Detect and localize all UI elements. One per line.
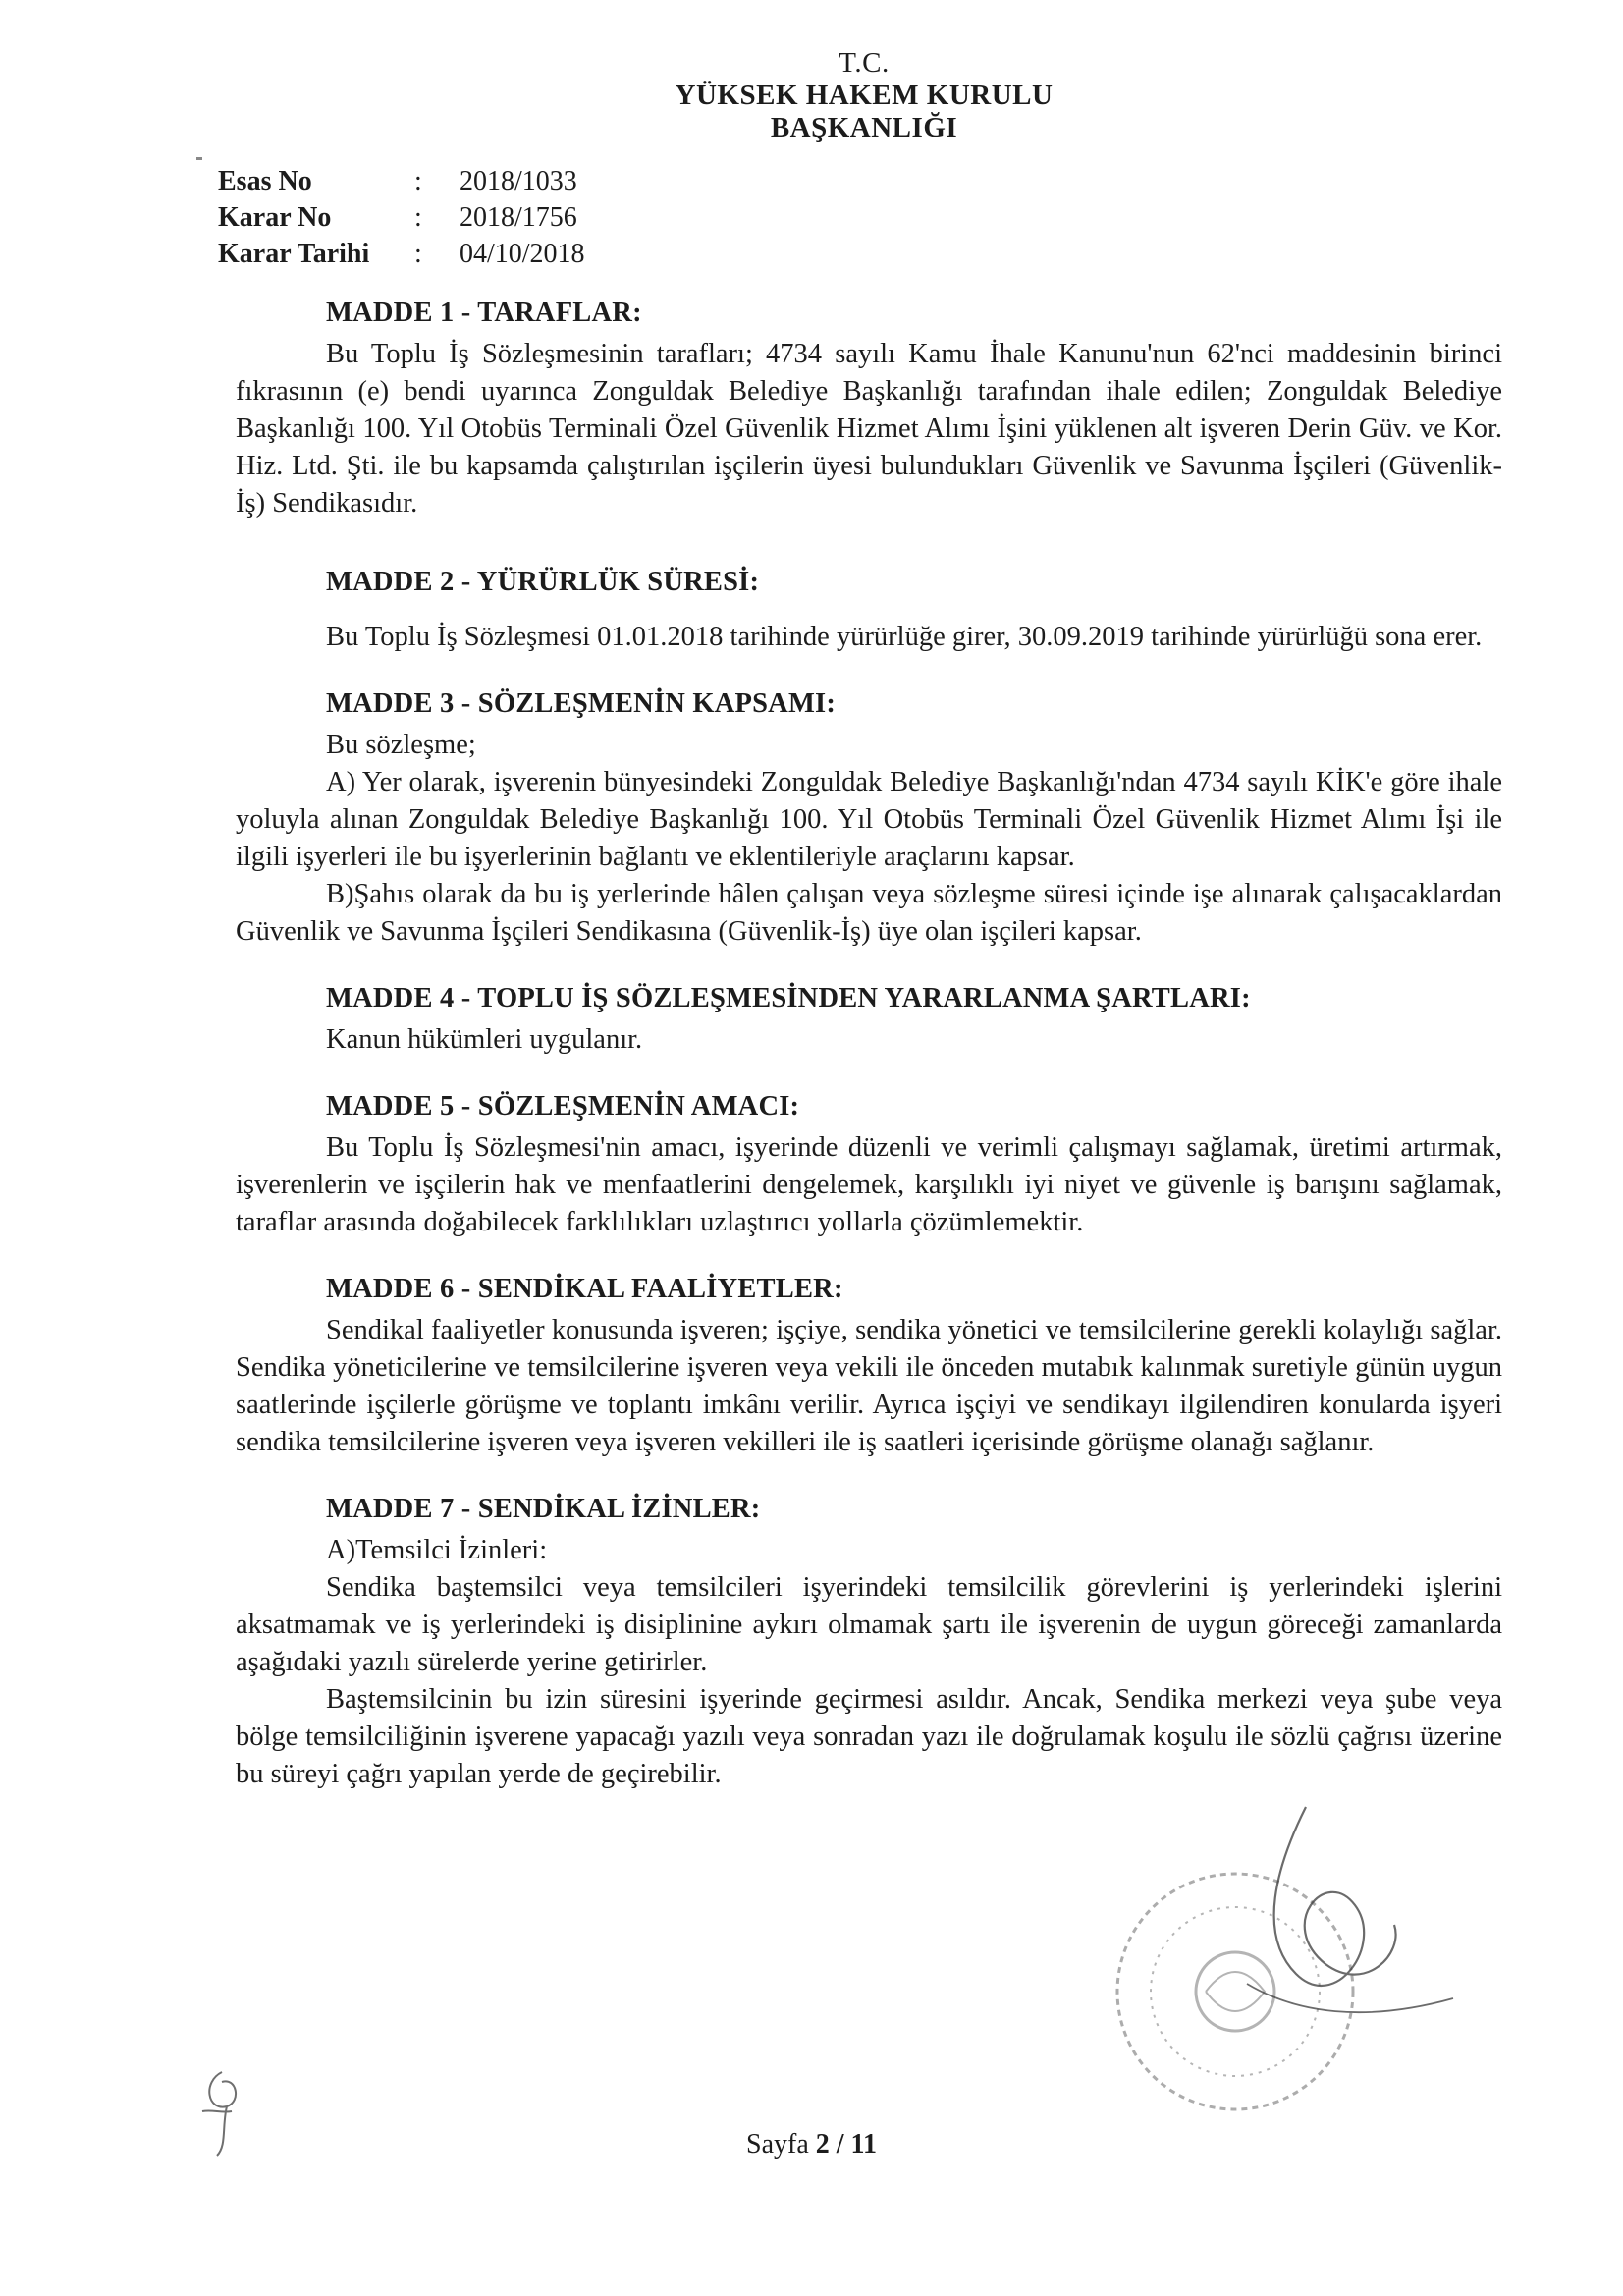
article-paragraph: B)Şahıs olarak da bu iş yerlerinde hâlen çalışan veya sözleşme süresi içinde işe alınarak çalışacaklardan Güvenlik ve Savunma İşçileri Sendikasına (Güvenlik-İş) üye olan işçileri kapsar. — [236, 879, 1502, 947]
article-paragraph: A) Yer olarak, işverenin bünyesindeki Zonguldak Belediye Başkanlığı'ndan 4734 sayılı KİK'e göre ihale yoluyla alınan Zonguldak Belediye Başkanlığı 100. Yıl Otobüs Terminali Özel Güvenlik Hizmet Alımı İşi ile ilgili işyerleri ile bu işyerlerinin bağlantı ve eklentileriyle araçlarını kapsar. — [236, 767, 1502, 872]
article-paragraph: Sendikal faaliyetler konusunda işveren; işçiye, sendika yönetici ve temsilcilerine gerekli kolaylığı sağlar. Sendika yöneticilerine ve temsilcilerine işveren veya vekili ile önceden mutabık kalınmak suretiyle günün uygun saatlerinde işçilerle görüşme ve toplantı imkânı verilir. Ayrıca işçiyi ve sendikayı ilgilendiren konularda işyeri sendika temsilcilerine işveren veya işveren vekilleri ile iş saatleri içerisinde görüşme olanağı sağlanır. — [236, 1315, 1502, 1457]
case-info-row — [218, 163, 585, 199]
case-info-colon: : — [414, 202, 422, 233]
article-7 — [236, 1491, 1502, 1793]
article-4 — [236, 980, 1502, 1059]
article-heading: MADDE 4 - TOPLU İŞ SÖZLEŞMESİNDEN YARARLANMA ŞARTLARI: — [326, 983, 1251, 1013]
scan-speck — [196, 157, 202, 160]
article-heading: MADDE 1 - TARAFLAR: — [326, 298, 642, 328]
page-value: 2 / 11 — [815, 2129, 877, 2159]
case-info — [218, 163, 585, 272]
article-paragraph: Kanun hükümleri uygulanır. — [326, 1024, 643, 1055]
article-heading: MADDE 5 - SÖZLEŞMENİN AMACI: — [326, 1091, 800, 1121]
article-subheading: A)Temsilci İzinleri: — [326, 1535, 548, 1565]
document-header — [550, 47, 1178, 144]
article-paragraph: Bu Toplu İş Sözleşmesinin tarafları; 4734 sayılı Kamu İhale Kanunu'nun 62'nci maddesinin birinci fıkrasının (e) bendi uyarınca Zonguldak Belediye Başkanlığı tarafından ihale edilen; Zonguldak Belediye Başkanlığı 100. Yıl Otobüs Terminali Özel Güvenlik Hizmet Alımı İşini yüklenen alt işveren Derin Güv. ve Kor. Hiz. Ltd. Şti. ile bu kapsamda çalıştırılan işçilerin üyesi bulundukları Güvenlik ve Savunma İşçileri (Güvenlik-İş) Sendikasıdır. — [236, 339, 1502, 519]
article-paragraph: Sendika baştemsilci veya temsilcileri işyerindeki temsilcilik görevlerini iş yerlerindeki işlerini aksatmamak ve iş yerlerindeki iş disiplinine aykırı olmamak şartı ile işverenin de uygun göreceği zamanlarda aşağıdaki yazılı sürelerde yerine getirirler. — [236, 1572, 1502, 1677]
case-info-colon: : — [414, 166, 422, 196]
case-info-key: Karar Tarihi — [218, 239, 370, 269]
document-body — [236, 295, 1502, 1793]
article-paragraph: Bu Toplu İş Sözleşmesi 01.01.2018 tarihinde yürürlüğe girer, 30.09.2019 tarihinde yürürlüğü sona erer. — [326, 622, 1483, 652]
article-paragraph: Baştemsilcinin bu izin süresini işyerinde geçirmesi asıldır. Ancak, Sendika merkezi veya şube veya bölge temsilciliğinin işverene yapacağı yazılı veya sonradan yazı ile doğrulamak koşulu ile sözlü çağrısı üzerine bu süreyi çağrı yapılan yerde de geçirebilir. — [236, 1684, 1502, 1789]
article-heading: MADDE 6 - SENDİKAL FAALİYETLER: — [326, 1274, 843, 1304]
case-info-row — [218, 236, 585, 272]
article-1 — [236, 295, 1502, 522]
header-line-1: T.C. — [839, 47, 890, 79]
case-info-key: Karar No — [218, 202, 332, 233]
article-intro: Bu sözleşme; — [326, 730, 476, 760]
article-heading: MADDE 2 - YÜRÜRLÜK SÜRESİ: — [326, 567, 760, 597]
article-6 — [236, 1271, 1502, 1461]
page-number — [0, 2129, 1623, 2160]
case-info-key: Esas No — [218, 166, 312, 196]
article-paragraph: Bu Toplu İş Sözleşmesi'nin amacı, işyerinde düzenli ve verimli çalışmayı sağlamak, üretimi artırmak, işverenlerin ve işçilerin hak ve menfaatlerini dengelemek, karşılıklı iyi niyet ve güvenle iş barışını sağlamak, taraflar arasında doğabilecek farklılıkları uzlaştırıcı yollarla çözümlemektir. — [236, 1132, 1502, 1237]
case-info-colon: : — [414, 239, 422, 269]
article-5 — [236, 1088, 1502, 1241]
case-info-row — [218, 199, 585, 236]
article-heading: MADDE 7 - SENDİKAL İZİNLER: — [326, 1494, 761, 1524]
header-line-3: BAŞKANLIĞI — [770, 112, 958, 143]
case-info-value: 04/10/2018 — [460, 239, 585, 269]
article-3 — [236, 685, 1502, 951]
case-info-value: 2018/1756 — [460, 202, 577, 233]
case-info-value: 2018/1033 — [460, 166, 577, 196]
article-heading: MADDE 3 - SÖZLEŞMENİN KAPSAMI: — [326, 688, 837, 719]
page-label: Sayfa — [746, 2129, 809, 2159]
article-2 — [236, 564, 1502, 656]
header-line-2: YÜKSEK HAKEM KURULU — [675, 80, 1054, 111]
signature-mark — [1159, 1787, 1473, 2082]
